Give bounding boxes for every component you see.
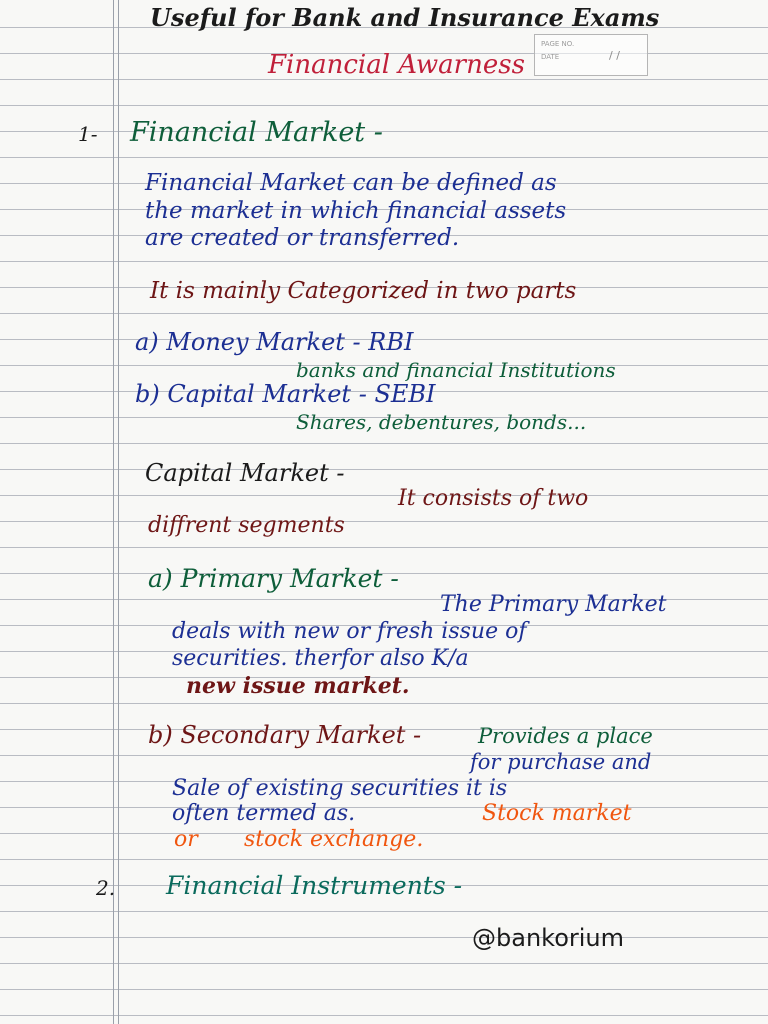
secondary-market-description: Provides a place [478,724,653,748]
or-connector: or [174,827,198,852]
primary-market-description: new issue market. [186,673,410,699]
margin-line-right [118,0,119,1024]
definition-line: the market in which financial assets [145,198,567,224]
author-handle: @bankorium [472,924,625,952]
stamp-date-label: DATE [541,53,560,61]
page-subtitle: Useful for Bank and Insurance Exams [150,3,660,32]
primary-market-description: The Primary Market [440,592,667,617]
capital-market-description: diffrent segments [148,513,345,538]
primary-market-label: a) Primary Market - [148,564,399,593]
margin-line-left [113,0,114,1024]
secondary-market-label: b) Secondary Market - [148,721,422,749]
secondary-market-description: often termed as. [172,801,356,826]
categories-intro: It is mainly Categorized in two parts [150,278,577,304]
primary-market-description: deals with new or fresh issue of [172,619,527,644]
definition-line: Financial Market can be defined as [145,170,557,196]
primary-market-description: securities. therfor also K/a [172,646,469,671]
section-1-number: 1- [78,122,98,146]
stamp-date-value: / / [609,49,620,62]
capital-market-description: It consists of two [398,486,589,511]
stamp-page-label: PAGE NO. [541,40,575,48]
capital-market-heading: Capital Market - [145,459,345,487]
stock-exchange-term: stock exchange. [244,827,424,852]
money-market-label: a) Money Market - RBI [135,328,414,356]
section-2-heading: Financial Instruments - [166,871,463,900]
stock-market-term: Stock market [482,801,632,826]
page-title: Financial Awarness [268,50,525,80]
section-1-heading: Financial Market - [130,117,383,148]
capital-market-detail: Shares, debentures, bonds... [296,410,587,434]
secondary-market-description: Sale of existing securities it is [172,776,508,801]
definition-line: are created or transferred. [145,225,460,251]
section-2-number: 2. [96,876,116,900]
secondary-market-description: for purchase and [470,750,652,774]
capital-market-label: b) Capital Market - SEBI [135,380,436,408]
money-market-detail: banks and financial Institutions [296,358,616,382]
page-date-stamp [534,34,648,76]
